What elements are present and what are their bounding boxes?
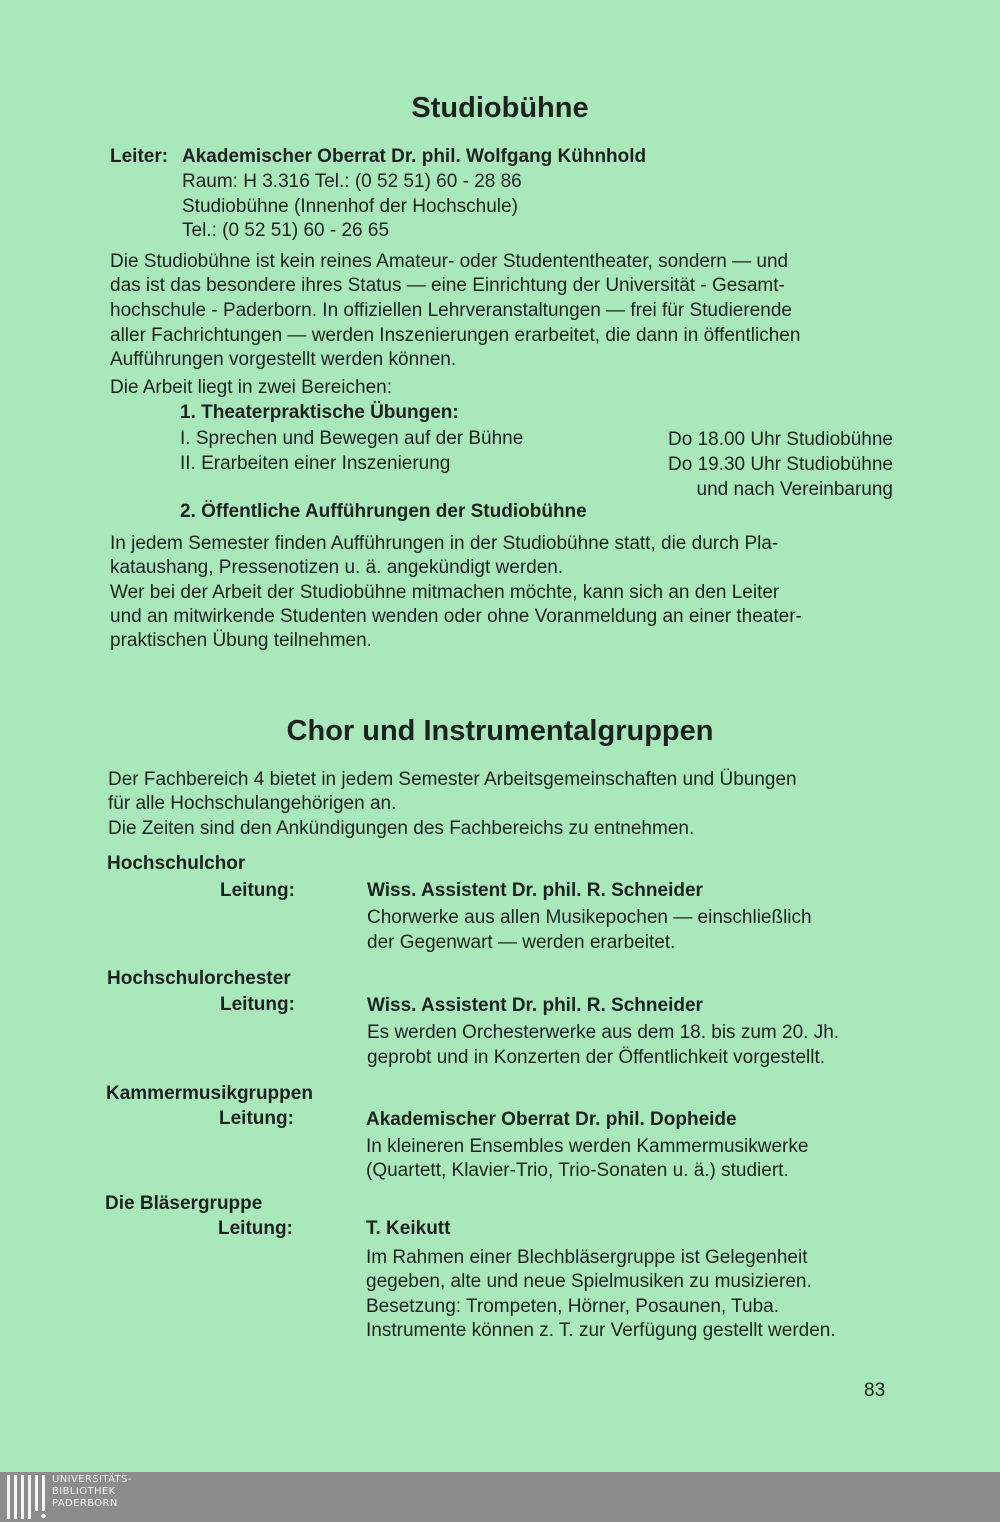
intro-line: Aufführungen vorgestellt werden können. [110,349,457,370]
page-number: 83 [864,1380,886,1401]
group-text-line: Instrumente können z. T. zur Verfügung gestellt werden. [366,1320,836,1341]
intro-line: Die Studiobühne ist kein reines Amateur- oder Studententheater, sondern — und [110,251,789,272]
leitung-label: Leitung: [219,1108,294,1129]
group-leiter: Wiss. Assistent Dr. phil. R. Schneider [367,995,703,1016]
group-text-line: der Gegenwart — werden erarbeitet. [367,932,676,953]
uebung1: I. Sprechen und Bewegen auf der Bühne [180,428,524,449]
group-text-line: In kleineren Ensembles werden Kammermusikwerke [366,1136,809,1157]
group-name-hochschulorchester: Hochschulorchester [107,968,291,989]
leitung-label: Leitung: [218,1218,293,1239]
outro-line: Wer bei der Arbeit der Studiobühne mitmachen möchte, kann sich an den Leiter [110,582,780,603]
group-text-line: Chorwerke aus allen Musikepochen — einschließlich [367,907,812,928]
uebung1-time: Do 18.00 Uhr Studiobühne [668,429,893,450]
chor-intro-line: Der Fachbereich 4 bietet in jedem Semester Arbeitsgemeinschaften und Übungen [108,769,797,790]
section-title-studiobuehne: Studiobühne [411,92,589,124]
outro-line: und an mitwirkende Studenten wenden oder ohne Voranmeldung an einer theater- [110,606,802,627]
library-footer [0,1472,1000,1522]
group-name-blaesergruppe: Die Bläsergruppe [105,1193,263,1214]
group-name-kammermusikgruppen: Kammermusikgruppen [106,1083,313,1104]
leitung-label: Leitung: [220,880,295,901]
chor-intro-line: für alle Hochschulangehörigen an. [108,793,397,814]
leiter-raum: Raum: H 3.316 Tel.: (0 52 51) 60 - 28 86 [182,171,522,192]
studio-tel: Tel.: (0 52 51) 60 - 26 65 [182,220,390,241]
leiter-label: Leiter: [110,146,169,167]
leiter-name: Akademischer Oberrat Dr. phil. Wolfgang Kühnhold [182,146,647,167]
group-text-line: Im Rahmen einer Blechbläsergruppe ist Gelegenheit [366,1247,808,1268]
outro-line: kataushang, Pressenotizen u. ä. angekündigt werden. [110,557,564,578]
intro-line: aller Fachrichtungen — werden Inszenierungen erarbeitet, die dann in öffentlichen [110,325,801,346]
group-leiter: T. Keikutt [366,1218,451,1239]
group-text-line: gegeben, alte und neue Spielmusiken zu musizieren. [366,1271,812,1292]
group-text-line: Es werden Orchesterwerke aus dem 18. bis zum 20. Jh. [367,1022,840,1043]
chor-intro-line: Die Zeiten sind den Ankündigungen des Fachbereichs zu entnehmen. [108,818,695,839]
leitung-label: Leitung: [220,994,295,1015]
group-leiter: Wiss. Assistent Dr. phil. R. Schneider [367,880,703,901]
group-name-hochschulchor: Hochschulchor [107,853,246,874]
section-title-chor: Chor und Instrumentalgruppen [286,715,714,747]
uebung2: II. Erarbeiten einer Inszenierung [180,453,451,474]
studio-ort: Studiobühne (Innenhof der Hochschule) [182,196,518,217]
bereiche-intro: Die Arbeit liegt in zwei Bereichen: [110,377,392,398]
intro-line: das ist das besondere ihres Status — eine Einrichtung der Universität - Gesamt- [110,275,785,296]
outro-line: In jedem Semester finden Aufführungen in der Studiobühne statt, die durch Pla- [110,533,779,554]
group-leiter: Akademischer Oberrat Dr. phil. Dopheide [366,1109,737,1130]
library-logo-text: UNIVERSITÄTS- BIBLIOTHEK PADERBORN [52,1474,132,1509]
bereich2-heading: 2. Öffentliche Aufführungen der Studiobühne [180,501,587,522]
outro-line: praktischen Übung teilnehmen. [110,630,372,651]
uebung2-time: Do 19.30 Uhr Studiobühne [668,454,893,475]
group-text-line: (Quartett, Klavier-Trio, Trio-Sonaten u. ä.) studiert. [366,1160,789,1181]
group-text-line: Besetzung: Trompeten, Hörner, Posaunen, Tuba. [366,1296,779,1317]
library-logo-icon [6,1475,46,1519]
uebung2-time-extra: und nach Vereinbarung [696,479,893,500]
intro-line: hochschule - Paderborn. In offiziellen Lehrveranstaltungen — frei für Studierende [110,300,792,321]
bereich1-heading: 1. Theaterpraktische Übungen: [180,402,459,423]
group-text-line: geprobt und in Konzerten der Öffentlichkeit vorgestellt. [367,1047,826,1068]
